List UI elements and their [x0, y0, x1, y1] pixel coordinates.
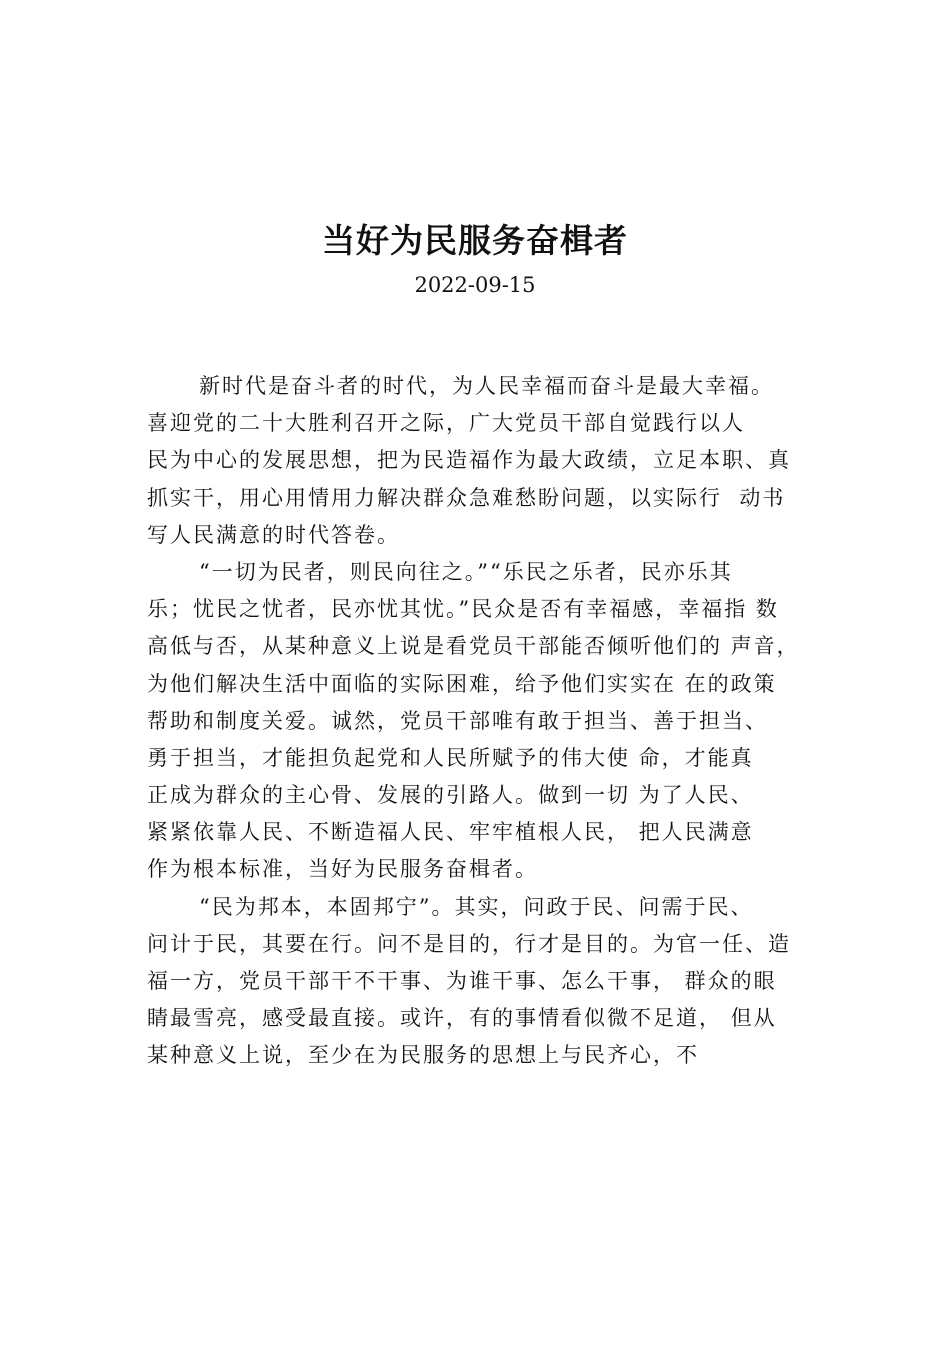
body-line: 帮助和制度关爱。诚然，党员干部唯有敢于担当、善于担当、 [147, 708, 768, 733]
body-line: “民为邦本，本固邦宁”。其实，问政于民、问需于民、 [147, 894, 754, 919]
body-line: 作为根本标准，当好为民服务奋楫者。 [147, 857, 538, 882]
body-line: 高低与否，从某种意义上说是看党员干部能否倾听他们的 声音， [147, 634, 800, 659]
body-line: 为他们解决生活中面临的实际困难，给予他们实实在 在的政策 [147, 671, 777, 696]
page-title: 当好为民服务奋楫者 [322, 221, 628, 260]
body-line: 睛最雪亮，感受最直接。或许，有的事情看似微不足道， 但从 [147, 1006, 777, 1031]
body-line: 某种意义上说，至少在为民服务的思想上与民齐心，不 [147, 1043, 699, 1068]
article-body [147, 368, 847, 1075]
publish-date: 2022-09-15 [414, 273, 536, 297]
body-line: 紧紧依靠人民、不断造福人民、牢牢植根人民， 把人民满意 [147, 820, 754, 845]
body-line: 福一方，党员干部干不干事、为谁干事、怎么干事， 群众的眼 [147, 969, 777, 993]
body-line: “一切为民者，则民向往之。”“乐民之乐者，民亦乐其 [147, 559, 733, 584]
body-line: 勇于担当，才能担负起党和人民所赋予的伟大使 命，才能真 [147, 745, 754, 770]
body-line: 新时代是奋斗者的时代，为人民幸福而奋斗是最大幸福。 [147, 374, 775, 398]
body-line: 喜迎党的二十大胜利召开之际，广大党员干部自觉践行以人 [147, 411, 745, 436]
body-line: 正成为群众的主心骨、发展的引路人。做到一切 为了人民、 [147, 783, 754, 808]
body-line: 问计于民，其要在行。问不是目的，行才是目的。为官一任、造 [147, 931, 791, 956]
body-line: 乐；忧民之忧者，民亦忧其忧。”民众是否有幸福感，幸福指 数 [147, 597, 779, 622]
body-line: 民为中心的发展思想，把为民造福作为最大政绩，立足本职、真 [147, 448, 791, 473]
body-line: 抓实干，用心用情用力解决群众急难愁盼问题，以实际行 动书 [147, 485, 786, 510]
body-line: 写人民满意的时代答卷。 [147, 522, 400, 547]
